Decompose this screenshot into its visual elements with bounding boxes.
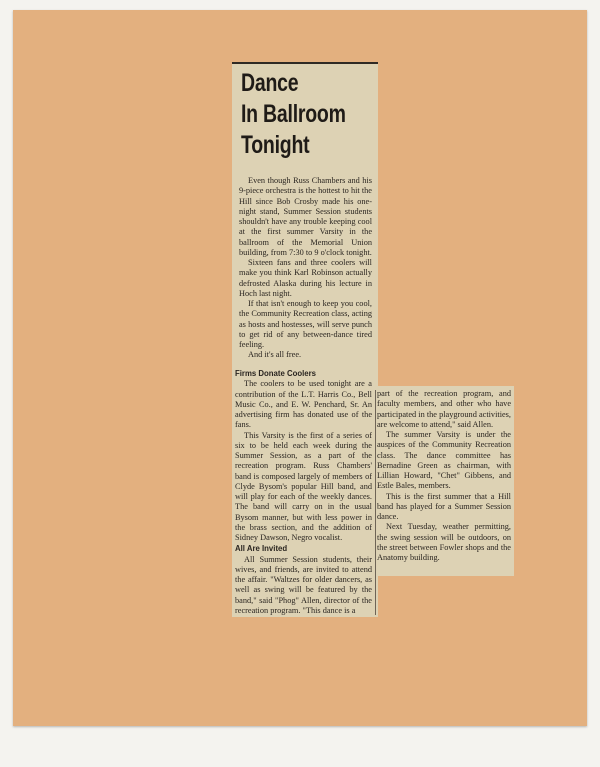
article-column-1-bottom	[235, 368, 372, 616]
paragraph: All Summer Session students, their wives, and friends, are invited to attend the affair. "Waltzes for older dancers, as well as swing will be featured by the band," said "Phog" Allen, director of the recreation program. "This dance is a	[235, 554, 372, 615]
paragraph: This is the first summer that a Hill band has played for a Summer Session dance.	[377, 491, 511, 521]
article-column-1-top	[239, 176, 372, 361]
subheading-firms-donate-coolers: Firms Donate Coolers	[235, 369, 317, 378]
paragraph: And it's all free.	[248, 350, 302, 360]
headline-line-2: In Ballroom	[241, 100, 346, 128]
subheading-all-are-invited: All Are Invited	[235, 544, 288, 554]
paragraph: This Varsity is the first of a series of six to be held each week during the Summer Session, as a part of the recreation program. Russ Chambers' band is composed largely of members of Clyde Bysom's popular Hill band, and will play for each of the weekly dances. The band will carry on in the usual Bysom manner, but with less power in the brass section, and the addition of Sidney Dawson, Negro vocalist.	[235, 430, 372, 542]
article-headline	[241, 68, 347, 161]
paragraph: part of the recreation program, and faculty members, and other who have participated in the playground activities, are welcome to attend," said Allen.	[377, 389, 511, 429]
paragraph: The coolers to be used tonight are a contribution of the L.T. Harris Co., Bell Music Co., and E. W. Penchard, Sr. An advertising firm has donated use of the fans.	[235, 379, 372, 430]
paragraph: Next Tuesday, weather permitting, the swing session will be outdoors, on the street between Fowler shops and the Anatomy building.	[377, 522, 511, 562]
paragraph: Sixteen fans and three coolers will make you think Karl Robinson actually defrosted Alaska during his lecture in Hoch last night.	[239, 258, 372, 298]
headline-line-3: Tonight	[241, 131, 310, 159]
paragraph: Even though Russ Chambers and his 9-piece orchestra is the hottest to hit the Hill since Bob Crosby made his one-night stand, Summer Session students shouldn't have any trouble keeping cool at the first summer Varsity in the ballroom of the Memorial Union building, from 7:30 to 9 o'clock tonight.	[239, 176, 372, 257]
paragraph: The summer Varsity is under the auspices of the Community Recreation class. The dance committee has Bernadine Green as chairman, with Lillian Howard, "Chet" Gibbens, and Estle Bales, members.	[377, 430, 511, 491]
paragraph: If that isn't enough to keep you cool, the Community Recreation class, acting as hosts and hostesses, will serve punch to get rid of any between-dance tired feeling.	[239, 299, 372, 349]
headline-line-1: Dance	[241, 69, 299, 97]
article-column-2	[377, 389, 511, 563]
column-divider	[375, 390, 376, 615]
